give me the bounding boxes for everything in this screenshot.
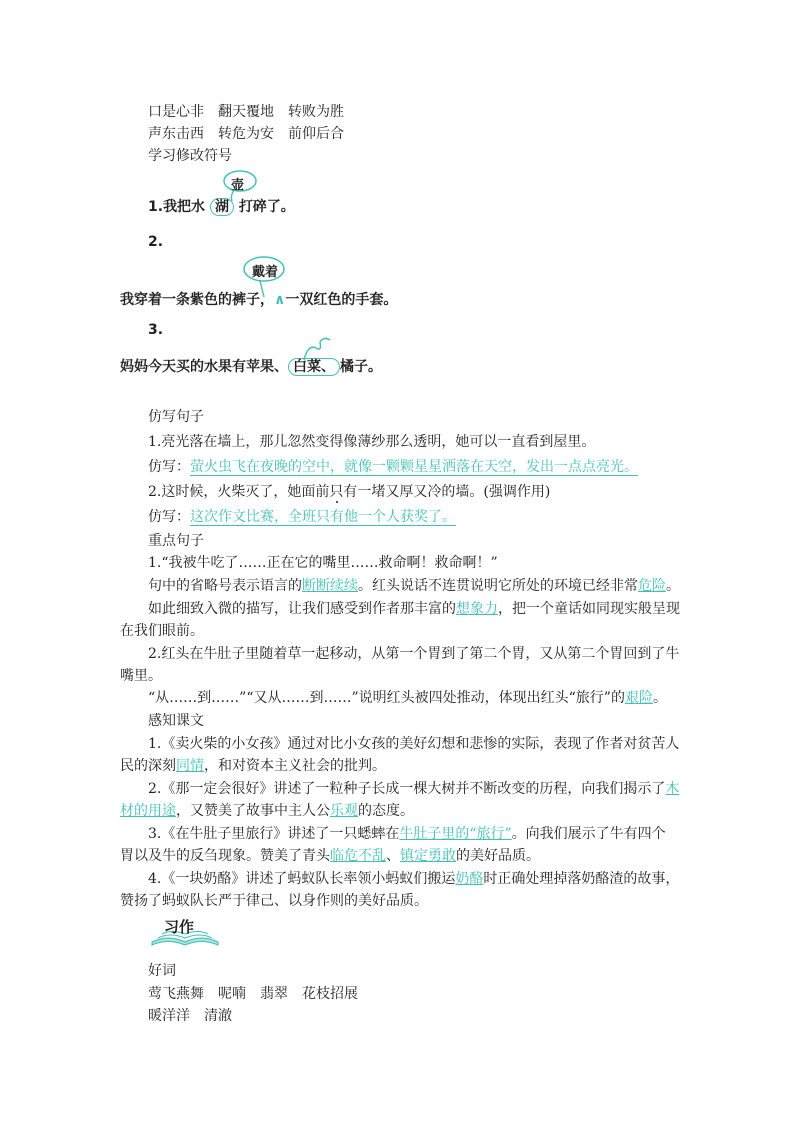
good-words-row-1: 莺飞燕舞 呢喃 翡翠 花枝招展 <box>148 986 358 1002</box>
good-words-row-2: 暖洋洋 清澈 <box>148 1008 232 1024</box>
perceive-answer-3: 乐观 <box>330 803 358 819</box>
example-1-before: 我把水 <box>163 199 206 215</box>
example-2-number: 2. <box>148 234 164 250</box>
imitate-s2-part-b: 有一堵又厚又冷的墙。(强调作用) <box>343 484 551 500</box>
perceive-3b-text-b: 的美好品质。 <box>456 848 540 864</box>
key-sentence-1: 1.“我被牛吃了……正在它的嘴里……救命啊！救命啊！” <box>148 555 498 571</box>
perceive-answer-5: 临危不乱 <box>330 848 386 864</box>
caret-mark: ∧ <box>274 292 286 308</box>
example-3-before: 妈妈今天买的水果有苹果、 <box>120 359 288 375</box>
key-sentence-2: 2.红头在牛肚子里随着草一起移动，从第一个胃到了第二个胃，又从第二个胃回到了牛 <box>148 646 680 662</box>
perceive-2 <box>148 779 679 799</box>
key-2-analysis <box>148 688 667 708</box>
example-2-before: 我穿着一条紫色的裤子， <box>120 292 274 308</box>
key-1-continued: 在我们眼前。 <box>120 623 204 639</box>
idiom-row-1: 口是心非 翻天覆地 转败为胜 <box>148 104 344 120</box>
symbol-example-3 <box>120 357 382 377</box>
perceive-1b-text-a: 民的深刻 <box>120 758 176 774</box>
perceive-3b-separator: 、 <box>386 848 400 864</box>
perceive-3a-text-a: 3.《在牛肚子里旅行》讲述了一只蟋蟀在 <box>148 826 400 842</box>
imitate-answer-1-line <box>148 457 638 477</box>
example-3-after: 橘子。 <box>340 359 382 375</box>
key-2c-text-a: “从……到……”“又从……到……”说明红头被四处推动，体现出红头“旅行”的 <box>148 690 625 706</box>
perceive-answer-2a: 木 <box>665 781 680 797</box>
imitate-s2-part-a: 2.这时候，火柴灭了，她面前 <box>148 484 330 500</box>
good-words-heading: 好词 <box>148 963 176 979</box>
perceive-3 <box>148 824 666 844</box>
perceive-4 <box>148 869 679 889</box>
writing-banner-title: 习作 <box>164 918 195 936</box>
example-2-after: 一双红色的手套。 <box>285 292 398 308</box>
key-1c-text-a: 如此细致入微的描写，让我们感受到作者那丰富的 <box>148 601 456 617</box>
perceive-3-continued <box>120 846 540 866</box>
perceive-4a-text-a: 4.《一块奶酪》讲述了蚂蚁队长率领小蚂蚁们搬运 <box>148 871 456 887</box>
imitate-answer-1: 萤火虫飞在夜晚的空中，就像一颗颗星星洒落在天空，发出一点点亮光。 <box>190 459 638 475</box>
imitate-label-1: 仿写： <box>148 459 190 475</box>
perceive-4-continued: 赞扬了蚂蚁队长严于律己、以身作则的美好品质。 <box>120 893 428 909</box>
key-1b-text-a: 句中的省略号表示语言的 <box>148 578 302 594</box>
key-answer-4: 艰险 <box>624 690 653 706</box>
key-2c-text-b: 。 <box>652 690 667 706</box>
imitate-label-2: 仿写： <box>148 509 190 525</box>
perceive-heading: 感知课文 <box>148 713 204 729</box>
symbols-heading: 学习修改符号 <box>148 148 232 164</box>
perceive-1b-text-b: ，和对资本主义社会的批判。 <box>204 758 386 774</box>
perceive-3b-text-a: 胃以及牛的反刍现象。赞美了青头 <box>120 848 330 864</box>
emphasis-char: 只 <box>329 484 344 500</box>
perceive-answer-2b: 材的用途 <box>120 803 176 819</box>
imitate-sentence-1: 1.亮光落在墙上，那儿忽然变得像薄纱那么透明，她可以一直看到屋里。 <box>148 434 596 450</box>
symbol-example-2 <box>120 290 397 310</box>
perceive-1-continued <box>120 756 386 776</box>
perceive-2b-text-b: 的态度。 <box>358 803 414 819</box>
key-1-imagination <box>148 599 680 619</box>
perceive-2a-text: 2.《那一定会很好》讲述了一粒种子长成一棵大树并不断改变的历程，向我们揭示了 <box>148 781 666 797</box>
example-1-number: 1. <box>148 199 164 215</box>
imitate-answer-2-line <box>148 507 456 527</box>
perceive-answer-7: 奶酪 <box>455 871 484 887</box>
key-1b-text-b: 。红头说话不连贯说明它所处的环境已经非常 <box>358 578 638 594</box>
perceive-answer-4: 牛肚子里的“旅行” <box>399 826 512 842</box>
symbol-example-1 <box>148 197 295 217</box>
insert-text-2: 戴着 <box>252 265 279 280</box>
imitate-heading: 仿写句子 <box>148 409 204 425</box>
perceive-answer-6: 镇定勇敢 <box>400 848 456 864</box>
example-3-number: 3. <box>148 322 164 338</box>
example-3-circled: 白菜、 <box>288 358 340 376</box>
imitate-sentence-2 <box>148 482 550 502</box>
example-1-after: 打碎了。 <box>238 199 295 215</box>
insert-text-1: 壶 <box>231 178 245 193</box>
key-heading: 重点句子 <box>148 533 204 549</box>
key-answer-1: 断断续续 <box>302 578 358 594</box>
imitate-answer-2: 这次作文比赛，全班只有他一个人获奖了。 <box>190 509 456 525</box>
key-answer-3: 想象力 <box>456 601 498 617</box>
perceive-1: 1.《卖火柴的小女孩》通过对比小女孩的美好幻想和悲惨的实际，表现了作者对贫苦人 <box>148 736 680 752</box>
perceive-2b-text-a: ，又赞美了故事中主人公 <box>176 803 330 819</box>
key-1c-text-b: ，把一个童话如同现实般呈现 <box>498 601 680 617</box>
perceive-3a-text-b: 。向我们展示了牛有四个 <box>511 826 666 842</box>
key-1-analysis <box>148 576 680 596</box>
perceive-4a-text-b: 时正确处理掉落奶酪渣的故事， <box>483 871 680 887</box>
key-1b-text-c: 。 <box>666 578 680 594</box>
key-answer-2: 危险 <box>638 578 666 594</box>
example-1-circled: 湖 <box>210 198 234 216</box>
key-sentence-2-continued: 嘴里。 <box>120 668 162 684</box>
idiom-row-2: 声东击西 转危为安 前仰后合 <box>148 126 344 142</box>
perceive-answer-1: 同情 <box>176 758 204 774</box>
perceive-2-continued <box>120 801 414 821</box>
